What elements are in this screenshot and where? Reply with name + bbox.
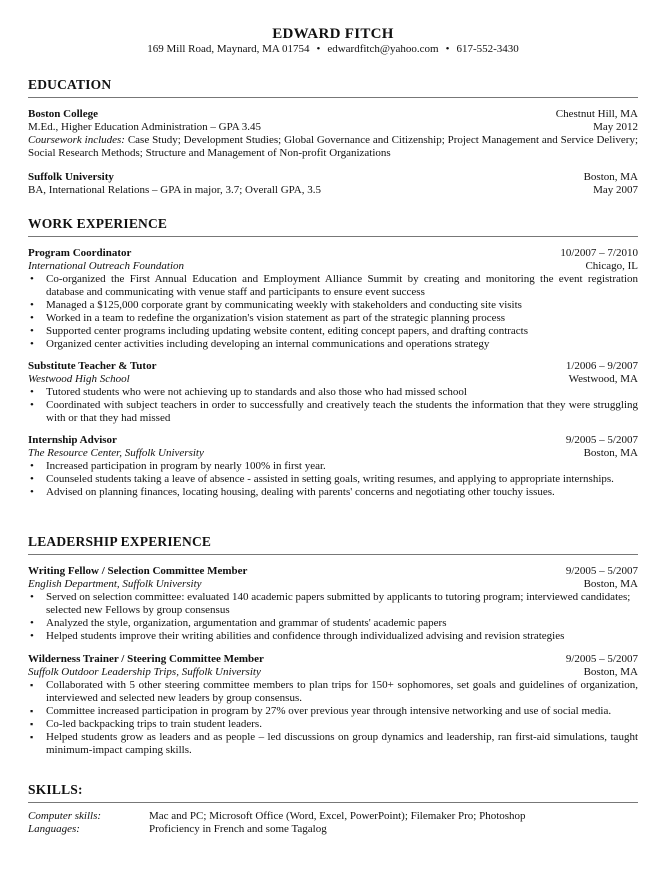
role-location: Boston, MA [583,666,638,678]
skill-label: Computer skills: [28,810,102,822]
job-entry [28,360,638,425]
organization: Suffolk Outdoor Leadership Trips, Suffolk University [28,666,261,678]
job-dates: 10/2007 – 7/2010 [560,247,638,259]
coursework-label: Coursework includes: [28,134,125,146]
school-location: Chestnut Hill, MA [555,108,638,120]
skill-label: Languages: [28,823,80,835]
school-name: Boston College [28,108,98,120]
job-dates: 1/2006 – 9/2007 [565,360,638,372]
job-title: Internship Advisor [28,434,117,446]
education-section [28,77,638,197]
leadership-entry [28,565,638,643]
skill-row [28,823,638,836]
role-title: Wilderness Trainer / Steering Committee Member [28,653,264,665]
coursework-text: Case Study; Development Studies; Global Governance and Citizenship; Project Management and Service Delivery; Social Research Methods; Structure and Management of Non-profit Organizations [28,134,639,159]
leadership-entry [28,653,638,757]
degree: M.Ed., Higher Education Administration – GPA 3.45 [28,121,262,133]
bullet-item: ▪ Collaborated with 5 other steering committee members to plan trips for 150+ sophomores, set goals and guidelines of organization, interviewed and selected new leaders by group consensus. [28,679,638,705]
bullet-item: • Analyzed the style, organization, argumentation and grammar of students' academic papers [28,617,638,630]
skill-value: Proficiency in French and some Tagalog [149,823,327,835]
phone: 617-552-3430 [456,43,519,55]
section-divider [28,554,638,555]
coursework [28,134,638,160]
degree: BA, International Relations – GPA in major, 3.7; Overall GPA, 3.5 [28,184,321,196]
school-location: Boston, MA [583,171,638,183]
job-bullets [28,460,638,499]
bullet-item: • Increased participation in program by nearly 100% in first year. [28,460,638,473]
bullet-item: • Helped students improve their writing abilities and confidence through individualized advising and revision strategies [28,630,638,643]
section-title: LEADERSHIP EXPERIENCE [28,534,212,549]
bullet-item: • Organized center activities including developing an internal communications and operations strategy [28,338,638,351]
bullet-item: • Supported center programs including updating website content, editing concept papers, and drafting contracts [28,325,638,338]
bullet-item: • Advised on planning finances, locating housing, dealing with parents' concerns and negotiating other touchy issues. [28,486,638,499]
job-entry [28,434,638,499]
work-section [28,216,638,499]
role-dates: 9/2005 – 5/2007 [565,653,638,665]
skill-row [28,810,638,823]
bullet-item: • Coordinated with subject teachers in order to successfully and creatively teach the students the information that they were struggling with or that they had missed [28,399,638,425]
skills-section [28,782,638,836]
job-location: Boston, MA [583,447,638,459]
role-dates: 9/2005 – 5/2007 [565,565,638,577]
job-dates: 9/2005 – 5/2007 [565,434,638,446]
bullet-item: • Worked in a team to redefine the organization's vision statement as part of the strategic planning process [28,312,638,325]
job-location: Chicago, IL [585,260,638,272]
leadership-section [28,534,638,757]
skill-value: Mac and PC; Microsoft Office (Word, Excel, PowerPoint); Filemaker Pro; Photoshop [149,810,526,822]
school-name: Suffolk University [28,171,114,183]
section-title: WORK EXPERIENCE [28,216,168,231]
email: edwardfitch@yahoo.com [327,43,439,55]
address: 169 Mill Road, Maynard, MA 01754 [147,43,310,55]
job-bullets [28,386,638,425]
organization: International Outreach Foundation [28,260,185,272]
organization: English Department, Suffolk University [28,578,202,590]
role-bullets [28,591,638,643]
role-title: Writing Fellow / Selection Committee Member [28,565,248,577]
bullet-item: • Co-organized the First Annual Education and Employment Alliance Summit by creating and monitoring the event registration database and communicating with venue staff and participants to ensure event success [28,273,638,299]
job-location: Westwood, MA [568,373,638,385]
bullet-item: • Managed a $125,000 corporate grant by communicating weekly with stakeholders and conducting site visits [28,299,638,312]
section-divider [28,97,638,98]
bullet-item: • Served on selection committee: evaluated 140 academic papers submitted by applicants to tutoring program; interviewed candidates; selected new Fellows by group consensus [28,591,638,617]
section-title: SKILLS: [28,782,83,797]
bullet-item: • Counseled students taking a leave of absence - assisted in setting goals, writing resumes, and applying to appropriate internships. [28,473,638,486]
candidate-name: EDWARD FITCH [272,26,394,42]
job-title: Substitute Teacher & Tutor [28,360,157,372]
role-bullets [28,679,638,757]
bullet-item: ▪ Committee increased participation in program by 27% over previous year through intensive networking and use of social media. [28,705,638,718]
organization: Westwood High School [28,373,130,385]
bullet-item: ▪ Helped students grow as leaders and as people – led discussions on group dynamics and leadership, ran first-aid simulations, taught minimum-impact camping skills. [28,731,638,757]
section-divider [28,236,638,237]
role-location: Boston, MA [583,578,638,590]
job-entry [28,247,638,351]
job-bullets [28,273,638,351]
contact-line [28,43,638,55]
job-title: Program Coordinator [28,247,132,259]
organization: The Resource Center, Suffolk University [28,447,204,459]
bullet-item: • Tutored students who were not achieving up to standards and also those who had missed school [28,386,638,399]
separator: • [316,43,321,55]
section-title: EDUCATION [28,77,112,92]
graduation-date: May 2007 [593,184,638,196]
separator: • [445,43,450,55]
education-entry [28,108,638,160]
education-entry [28,171,638,197]
section-divider [28,802,638,803]
bullet-item: ▪ Co-led backpacking trips to train student leaders. [28,718,638,731]
graduation-date: May 2012 [593,121,638,133]
